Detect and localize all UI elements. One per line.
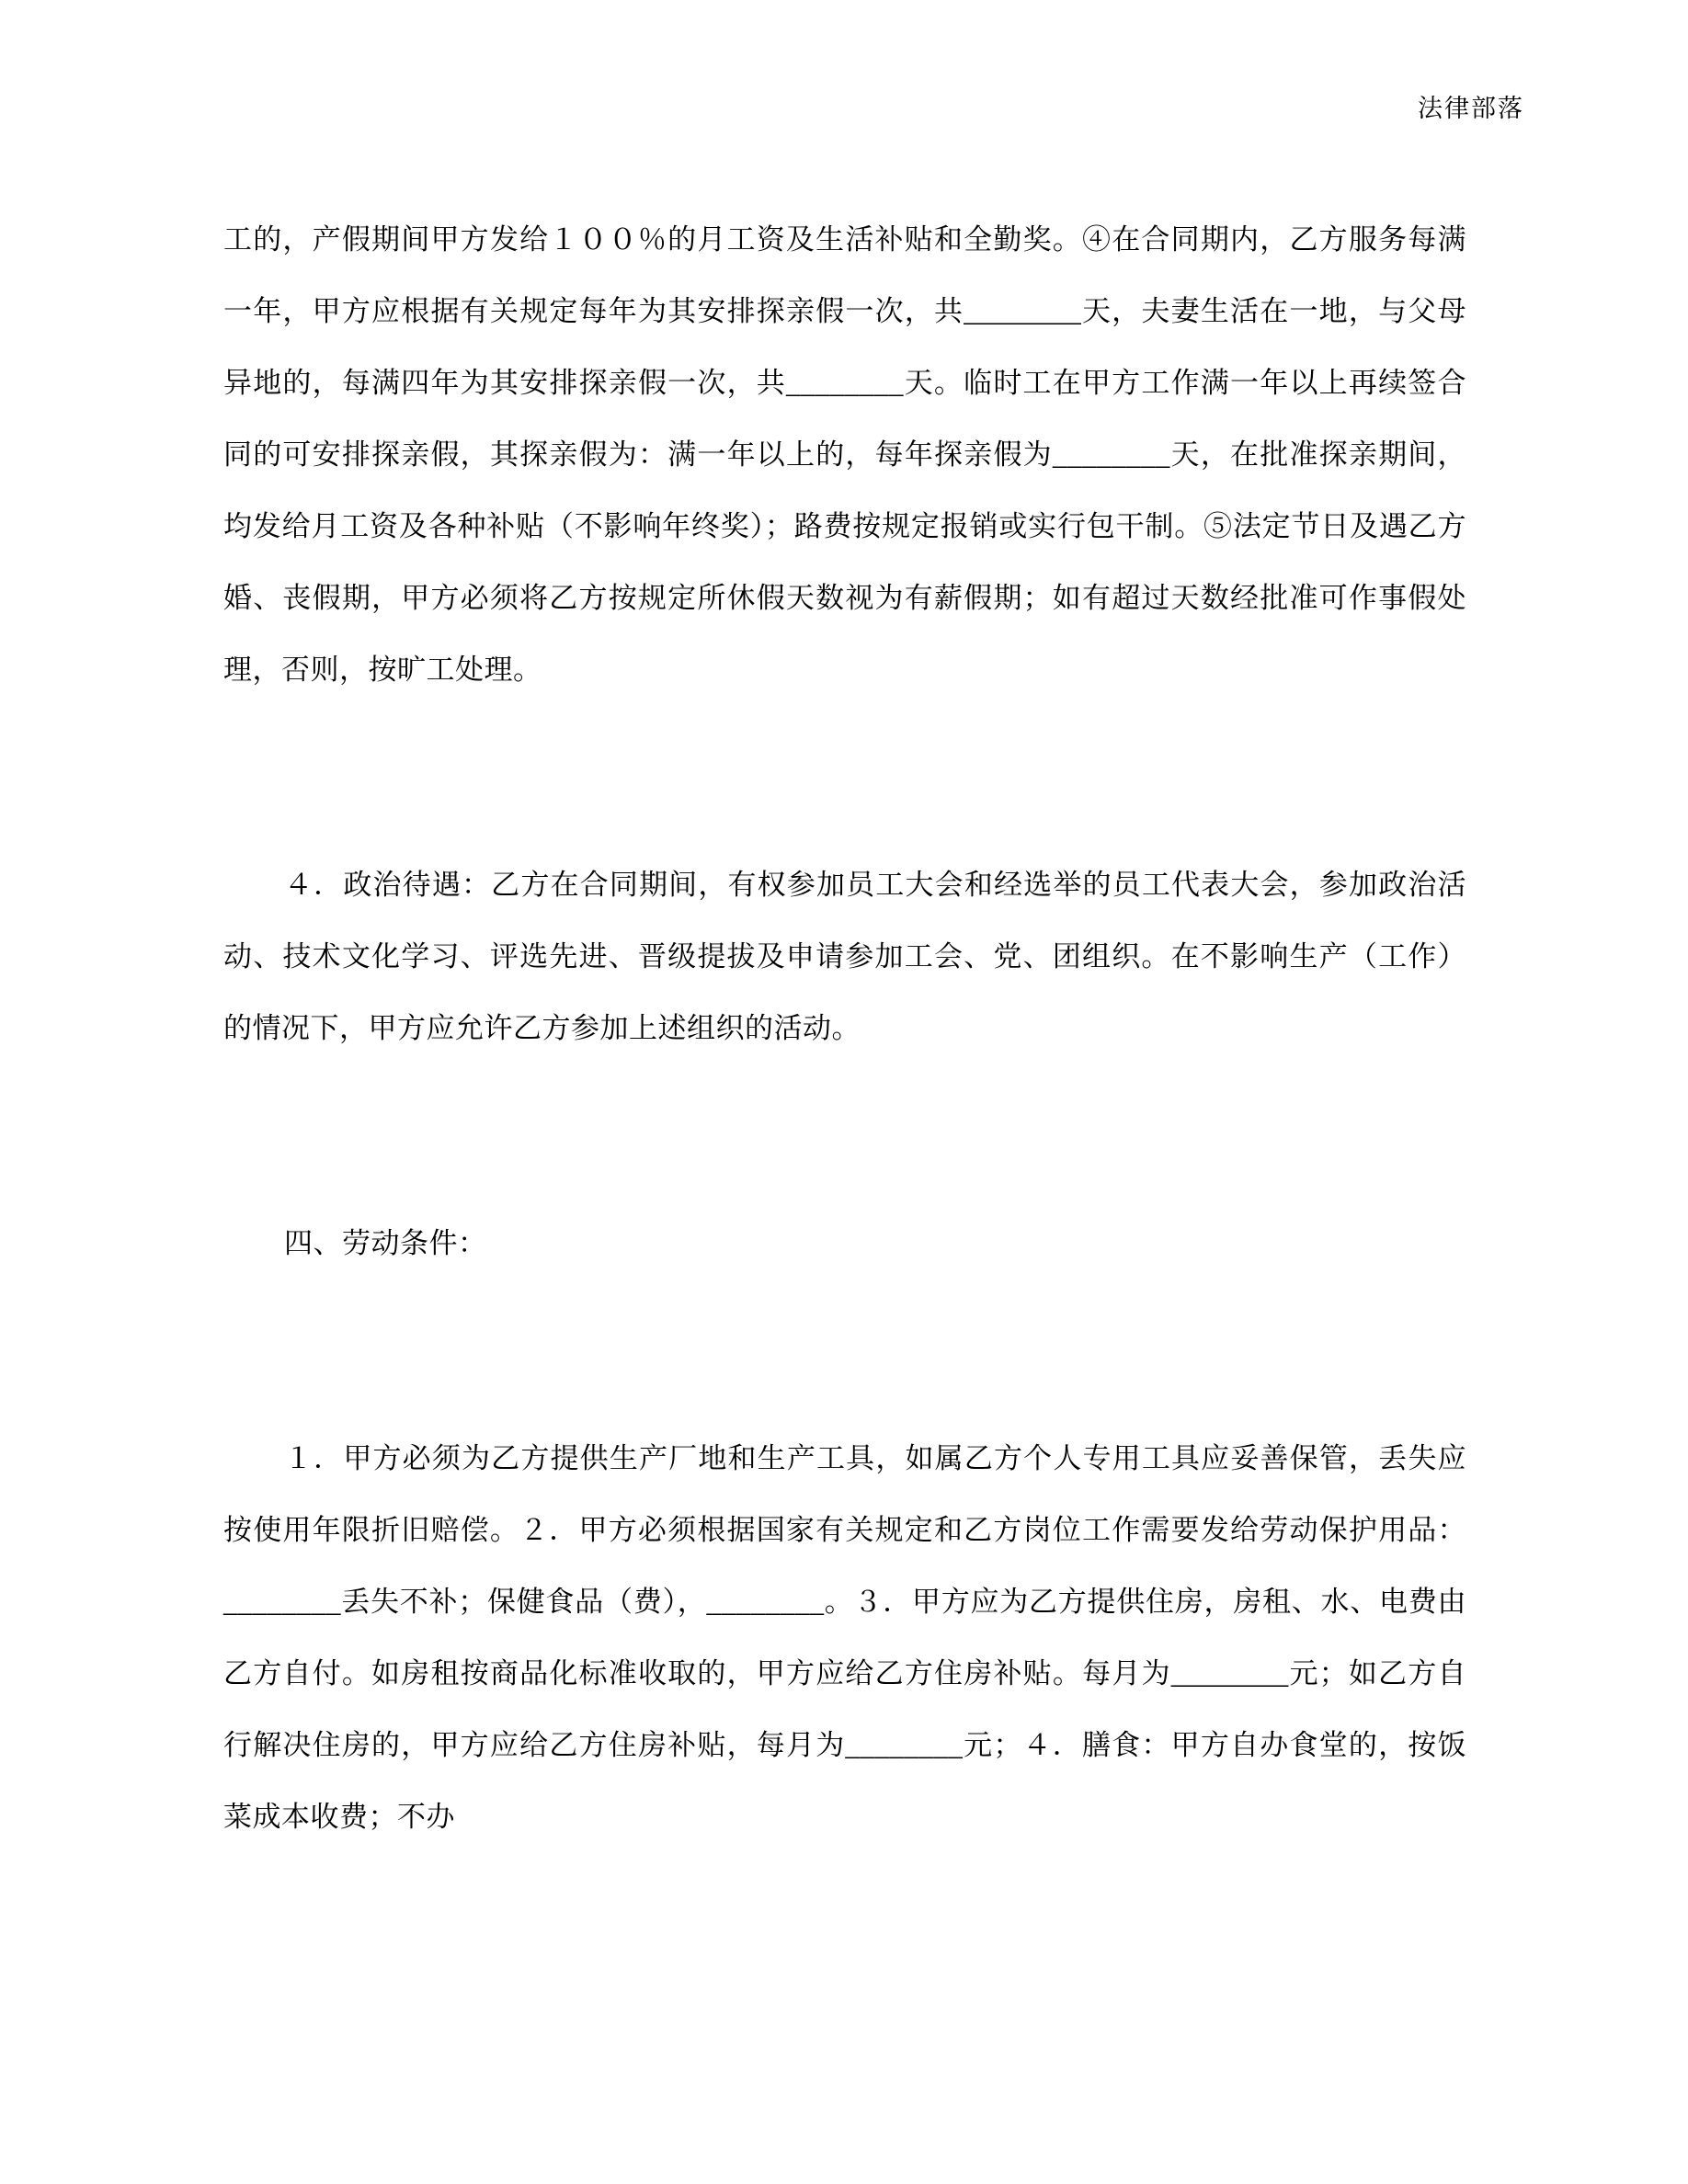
paragraph-spacer	[223, 1064, 1466, 1208]
paragraph-spacer	[223, 1280, 1466, 1423]
document-body	[223, 204, 1466, 1853]
paragraph-spacer	[223, 706, 1466, 849]
paragraph-political-treatment: ４．政治待遇：乙方在合同期间，有权参加员工大会和经选举的员工代表大会，参加政治活动、技术文化学习、评选先进、晋级提拔及申请参加工会、党、团组织。在不影响生产（工作）的情况下，甲方应允许乙方参加上述组织的活动。	[223, 869, 1466, 1044]
heading-section-four: 四、劳动条件：	[284, 1227, 487, 1259]
page-header-watermark: 法律部落	[1418, 95, 1524, 122]
paragraph-labor-conditions: １．甲方必须为乙方提供生产厂地和生产工具，如属乙方个人专用工具应妥善保管，丢失应按使用年限折旧赔偿。２．甲方必须根据国家有关规定和乙方岗位工作需要发给劳动保护用品：________丢失不补；保健食品（费），________。３．甲方应为乙方提供住房，房租、水、电费由乙方自付。如房租按商品化标准收取的，甲方应给乙方住房补贴。每月为________元；如乙方自行解决住房的，甲方应给乙方住房补贴，每月为________元；４．膳食：甲方自办食堂的，按饭菜成本收费；不办	[223, 1442, 1466, 1833]
paragraph-benefits-continued: 工的，产假期间甲方发给１００％的月工资及生活补贴和全勤奖。④在合同期内，乙方服务每满一年，甲方应根据有关规定每年为其安排探亲假一次，共________天，夫妻生活在一地，与父母异地的，每满四年为其安排探亲假一次，共________天。临时工在甲方工作满一年以上再续签合同的可安排探亲假，其探亲假为：满一年以上的，每年探亲假为________天，在批准探亲期间，均发给月工资及各种补贴（不影响年终奖）；路费按规定报销或实行包干制。⑤法定节日及遇乙方婚、丧假期，甲方必须将乙方按规定所休假天数视为有薪假期；如有超过天数经批准可作事假处理，否则，按旷工处理。	[223, 223, 1466, 686]
